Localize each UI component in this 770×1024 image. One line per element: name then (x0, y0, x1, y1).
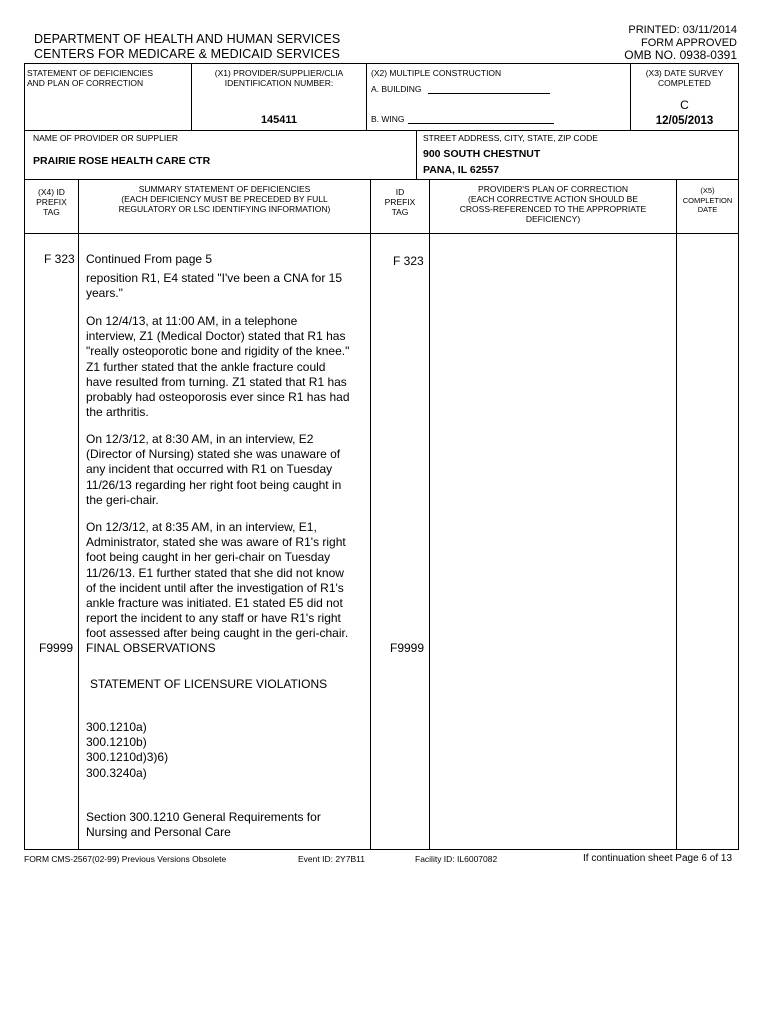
printed-block (624, 24, 737, 62)
footer-page-number: If continuation sheet Page 6 of 13 (583, 853, 732, 864)
rule-right (738, 63, 739, 849)
paragraph-2: On 12/4/13, at 11:00 AM, in a telephone interview, Z1 (Medical Doctor) stated that R1 has "really osteoporotic bone and rigidity of the knee." Z1 further stated that the ankle fracture could have resulted from turning. Z1 stated that R1 has probably had osteoporosis ever since R1 has had the arthritis. (86, 314, 350, 420)
form-approved: FORM APPROVED (641, 36, 737, 49)
x1-value: 145411 (260, 114, 298, 126)
licensure-heading: STATEMENT OF LICENSURE VIOLATIONS (90, 677, 328, 691)
rule-x4-right (78, 179, 79, 849)
x4-header: (X4) ID PREFIX TAG (36, 187, 67, 217)
x1-label: (X1) PROVIDER/SUPPLIER/CLIA IDENTIFICATION NUMBER: (214, 68, 344, 88)
rule-top (24, 63, 739, 64)
paragraph-3: On 12/3/12, at 8:30 AM, in an interview, E2 (Director of Nursing) stated she was unaware of any incident that occurred with R1 on Tuesday 11/26/13 regarding her right foot being caught in the geri-chair. (86, 432, 342, 507)
statement-label: STATEMENT OF DEFICIENCIES AND PLAN OF CORRECTION (27, 68, 154, 88)
rule-columns (24, 179, 739, 180)
final-observations: FINAL OBSERVATIONS (86, 641, 216, 655)
x5-header: (X5) COMPLETION DATE (682, 186, 733, 214)
id-header: ID PREFIX TAG (384, 187, 416, 217)
rule-plan-right (676, 179, 677, 849)
right-tag-f9999: F9999 (390, 641, 425, 655)
rule-id-right (429, 179, 430, 849)
regulation-list: 300.1210a) 300.1210b) 300.1210d)3)6) 300.3240a) (86, 720, 169, 780)
rule-x2-left (366, 63, 367, 130)
x2-label: (X2) MULTIPLE CONSTRUCTION (371, 68, 502, 78)
x3-date: 12/05/2013 (655, 115, 714, 127)
provider-label: NAME OF PROVIDER OR SUPPLIER (33, 133, 178, 143)
left-tag-f323: F 323 (44, 252, 75, 266)
left-tag-f9999: F9999 (39, 641, 74, 655)
building-label: A. BUILDING (371, 84, 422, 94)
footer-facility-id: Facility ID: IL6007082 (415, 854, 498, 864)
footer-form: FORM CMS-2567(02-99) Previous Versions Obsolete (24, 854, 227, 864)
summary-header: SUMMARY STATEMENT OF DEFICIENCIES (EACH DEFICIENCY MUST BE PRECEDED BY FULL REGULATORY OR LSC IDENTIFYING INFORMATION) (118, 184, 331, 214)
printed-date: PRINTED: 03/11/2014 (628, 24, 737, 36)
rule-summary-right (370, 179, 371, 849)
rule-left (24, 63, 25, 849)
x3-code: C (680, 98, 689, 112)
address-line-2: PANA, IL 62557 (423, 164, 500, 176)
right-tag-f323: F 323 (393, 254, 424, 268)
paragraph-4: On 12/3/12, at 8:35 AM, in an interview, E1, Administrator, stated she was aware of R1's right foot being caught in her geri-chair on Tuesday 11/26/13. E1 further stated that she did not know of the incident until after the investigation of R1's ankle fracture was initiated. E1 stated E5 did not report the incident to any staff or have R1's right foot assessed after being caught in the geri-chair. (86, 520, 349, 641)
continued-line: Continued From page 5 (86, 252, 213, 266)
address-label: STREET ADDRESS, CITY, STATE, ZIP CODE (423, 133, 598, 143)
omb-number: OMB NO. 0938-0391 (624, 48, 737, 62)
x3-label: (X3) DATE SURVEY COMPLETED (645, 68, 724, 88)
section-heading: Section 300.1210 General Requirements for Nursing and Personal Care (86, 810, 321, 840)
address-line-1: 900 SOUTH CHESTNUT (423, 148, 541, 160)
department-heading (34, 32, 340, 62)
rule-body (24, 233, 739, 234)
paragraph-1: reposition R1, E4 stated "I've been a CNA for 15 years." (86, 271, 343, 301)
provider-name: PRAIRIE ROSE HEALTH CARE CTR (33, 155, 211, 167)
plan-header: PROVIDER'S PLAN OF CORRECTION (EACH CORRECTIVE ACTION SHOULD BE CROSS-REFERENCED TO THE APPROPRIATE DEFICIENCY) (459, 184, 647, 224)
building-underline (428, 93, 550, 94)
footer-event-id: Event ID: 2Y7B11 (298, 854, 365, 864)
department-line-1: DEPARTMENT OF HEALTH AND HUMAN SERVICES (34, 32, 341, 46)
department-line-2: CENTERS FOR MEDICARE & MEDICAID SERVICES (34, 47, 340, 61)
rule-bottom (24, 849, 739, 850)
rule-address-left (416, 130, 417, 179)
wing-underline (408, 123, 554, 124)
wing-label: B. WING (371, 114, 405, 124)
rule-provider (24, 130, 739, 131)
